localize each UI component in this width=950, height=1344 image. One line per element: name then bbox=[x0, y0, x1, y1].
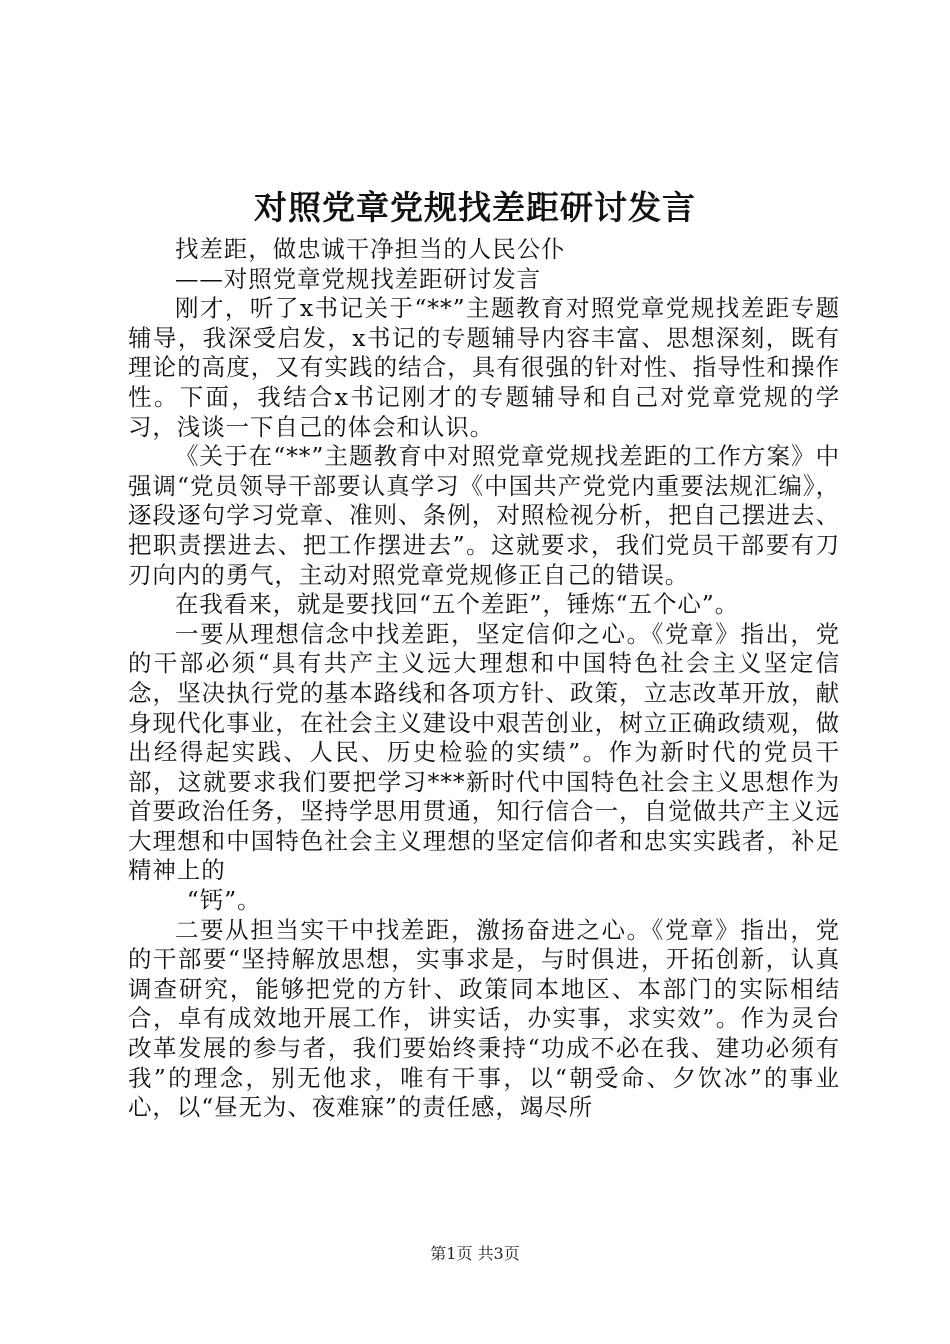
paragraph-intro: 刚才，听了x书记关于“**”主题教育对照党章党规找差距专题辅导，我深受启发，x书记的专题辅导内容丰富、思想深刻，既有理论的高度，又有实践的结合，具有很强的针对性、指导性和操作性。下面，我结合x书记刚才的专题辅导和自己对党章党规的学习，浅谈一下自己的体会和认识。 bbox=[128, 294, 840, 441]
document-body bbox=[128, 235, 840, 1123]
paragraph-work-plan: 《关于在“**”主题教育中对照党章党规找差距的工作方案》中强调“党员领导干部要认真学习《中国共产党党内重要法规汇编》，逐段逐句学习党章、准则、条例，对照检视分析，把自己摆进去、把职责摆进去、把工作摆进去”。这就要求，我们党员干部要有刀刃向内的勇气，主动对照党章党规修正自己的错误。 bbox=[128, 442, 840, 589]
subtitle-line-2: ——对照党章党规找差距研讨发言 bbox=[175, 264, 541, 293]
paragraph-point-one-end: “钙”。 bbox=[186, 886, 262, 915]
page-number-footer: 第1页 共3页 bbox=[430, 1244, 520, 1263]
paragraph-point-two: 二要从担当实干中找差距，激扬奋进之心。《党章》指出，党的干部要“坚持解放思想，实事求是，与时俱进，开拓创新，认真调查研究，能够把党的方针、政策同本地区、本部门的实际相结合，卓有成效地开展工作，讲实话，办实事，求实效”。作为灵台改革发展的参与者，我们要始终秉持“功成不必在我、建功必须有我”的理念，别无他求，唯有干事，以“朝受命、夕饮冰”的事业心，以“昼无为、夜难寐”的责任感，竭尽所 bbox=[128, 915, 840, 1122]
subtitle-line-1: 找差距，做忠诚干净担当的人民公仆 bbox=[175, 235, 566, 263]
document-title: 对照党章党规找差距研讨发言 bbox=[254, 188, 696, 227]
paragraph-five-gaps: 在我看来，就是要找回“五个差距”，锤炼“五个心”。 bbox=[175, 590, 740, 619]
paragraph-point-one: 一要从理想信念中找差距，坚定信仰之心。《党章》指出，党的干部必须“具有共产主义远大理想和中国特色社会主义坚定信念，坚决执行党的基本路线和各项方针、政策，立志改革开放，献身现代化事业，在社会主义建设中艰苦创业，树立正确政绩观，做出经得起实践、人民、历史检验的实绩”。作为新时代的党员干部，这就要求我们要把学习***新时代中国特色社会主义思想作为首要政治任务，坚持学思用贯通，知行信合一，自觉做共产主义远大理想和中国特色社会主义理想的坚定信仰者和忠实实践者，补足精神上的 bbox=[128, 619, 840, 885]
